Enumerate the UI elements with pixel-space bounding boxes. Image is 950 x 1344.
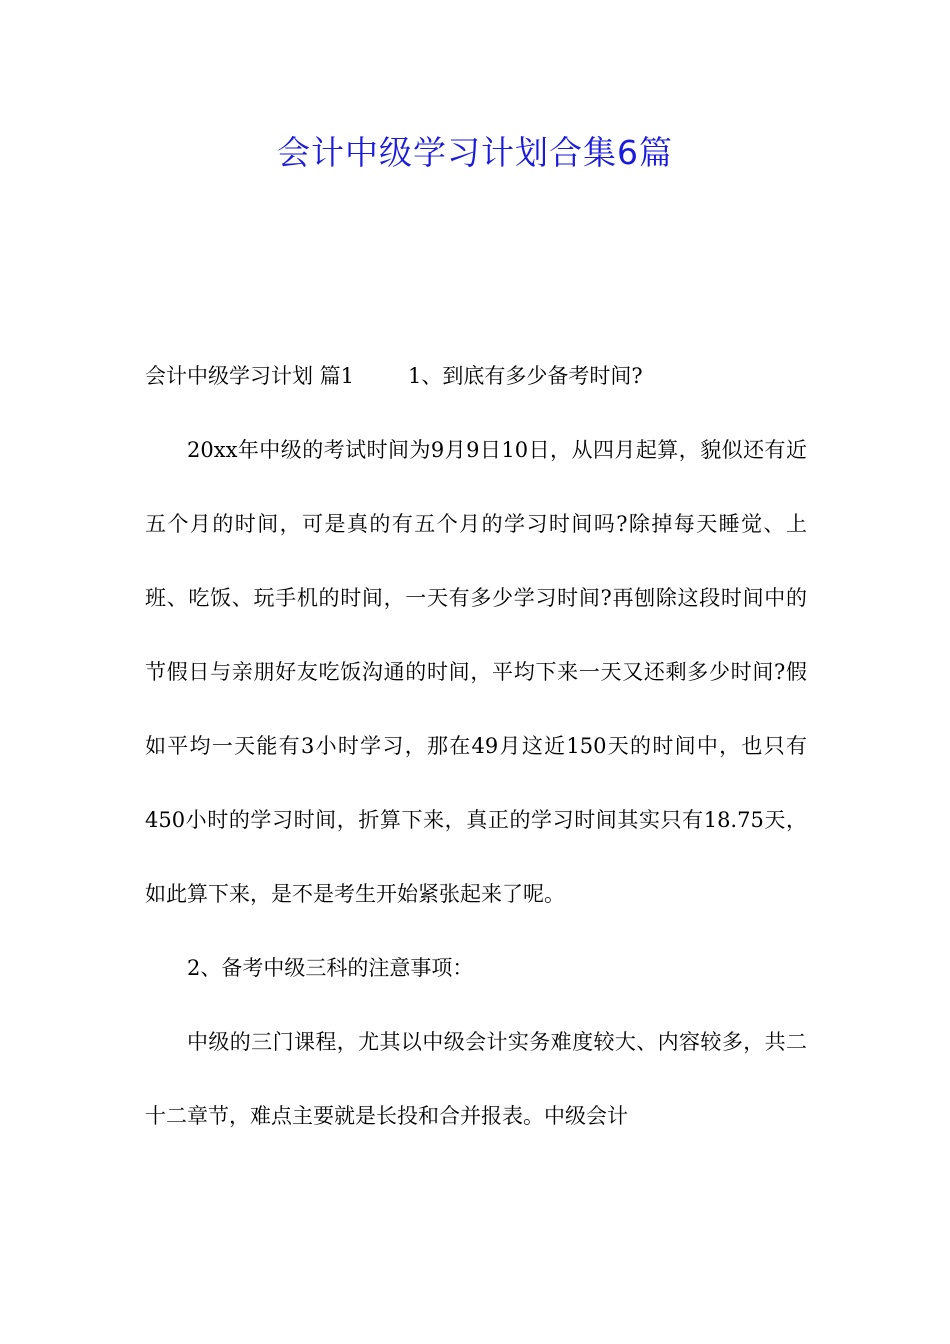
document-body bbox=[145, 339, 807, 1153]
paragraph-2: 中级的三门课程，尤其以中级会计实务难度较大、内容较多，共二十二章节，难点主要就是长投和合并报表。中级会计 bbox=[145, 1030, 807, 1128]
document-title: 会计中级学习计划合集6篇 bbox=[277, 133, 673, 172]
paragraph-1: 20xx年中级的考试时间为9月9日10日，从四月起算，貌似还有近五个月的时间，可是真的有五个月的学习时间吗?除掉每天睡觉、上班、吃饭、玩手机的时间，一天有多少学习时间?再刨除这段时间中的节假日与亲朋好友吃饭沟通的时间，平均下来一天又还剩多少时间?假如平均一天能有3小时学习，那在49月这近150天的时间中，也只有450小时的学习时间，折算下来，真正的学习时间其实只有18.75天，如此算下来，是不是考生开始紧张起来了呢。 bbox=[145, 438, 807, 906]
section-heading-line bbox=[145, 339, 807, 413]
question-1: 1、到底有多少备考时间? bbox=[408, 364, 643, 388]
question-2: 2、备考中级三科的注意事项： bbox=[187, 956, 474, 980]
section-heading: 会计中级学习计划 篇1 bbox=[145, 364, 355, 388]
